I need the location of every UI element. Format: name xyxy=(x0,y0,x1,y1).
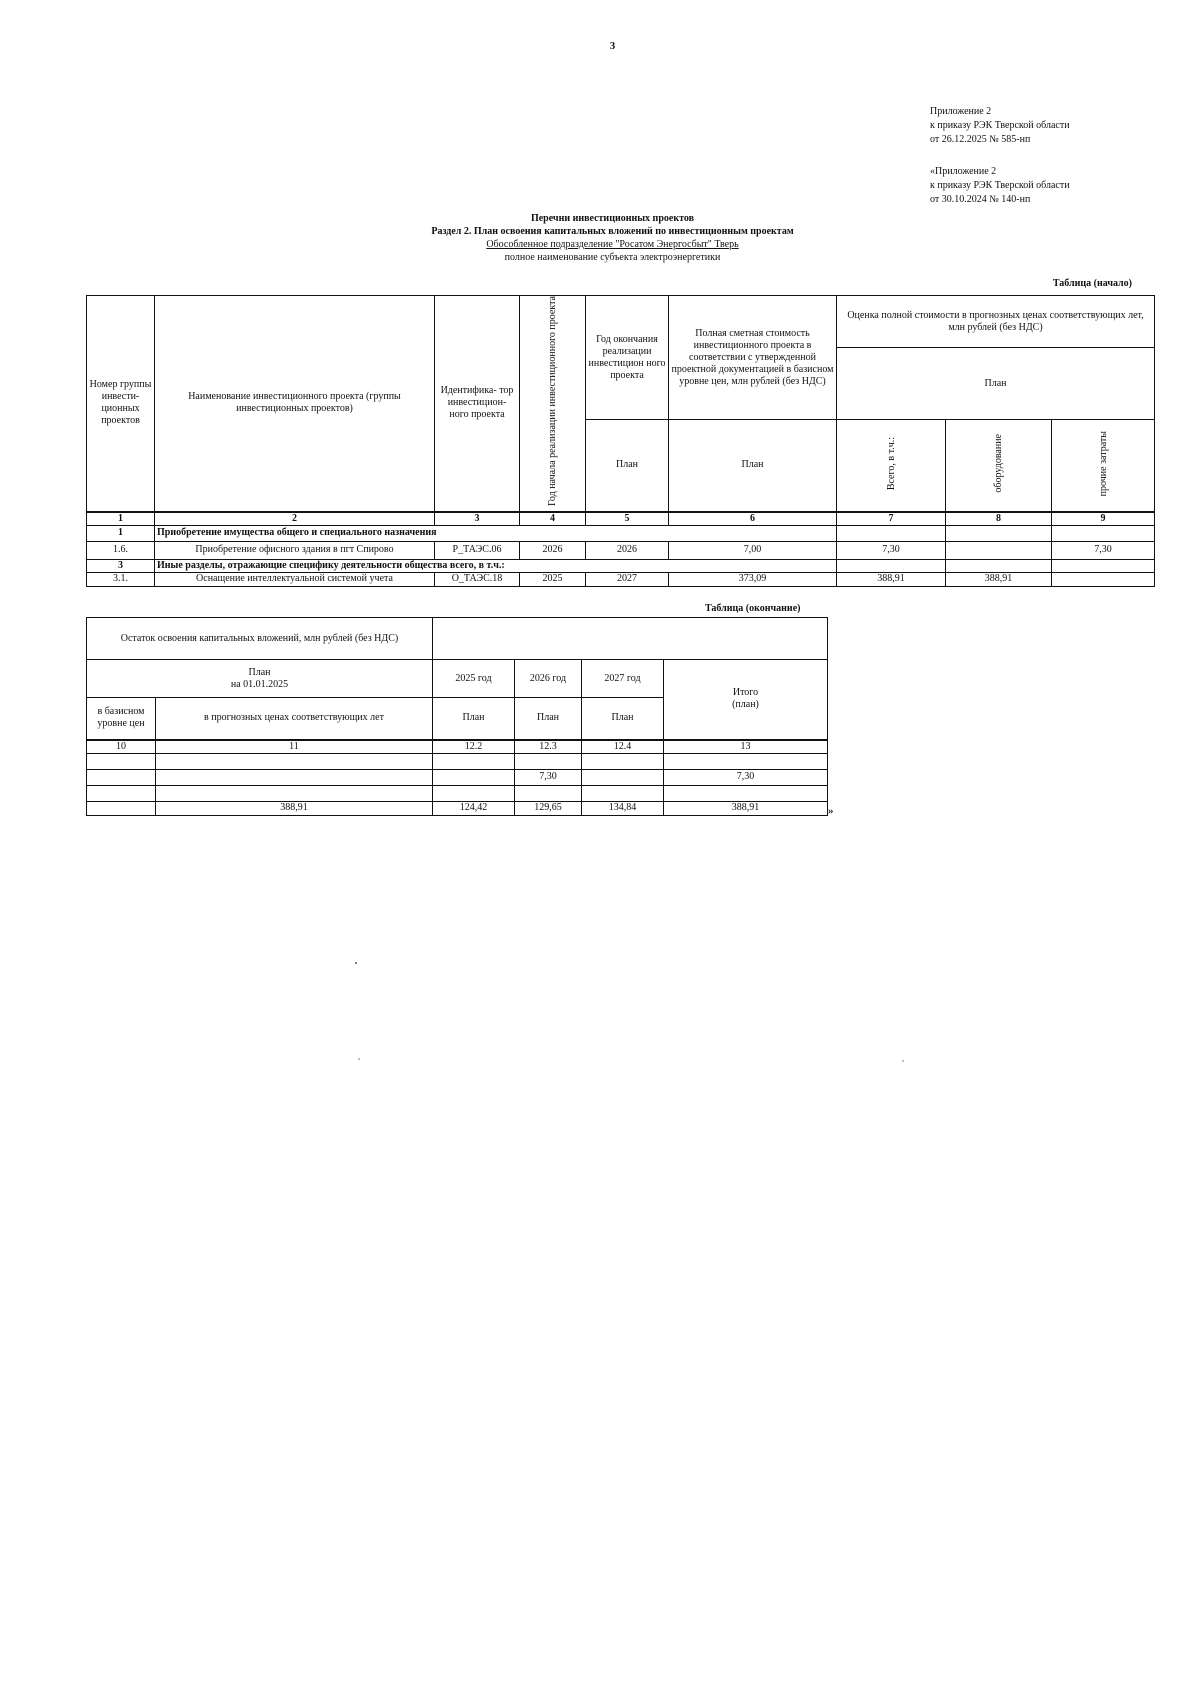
document-title xyxy=(0,212,1200,264)
row-total: 388,91 xyxy=(664,801,828,815)
appendix-line: Приложение 2 xyxy=(930,106,992,117)
section-title: Раздел 2. План освоения капитальных вложений по инвестиционным проектам xyxy=(431,226,794,237)
header-plan-date-line: План xyxy=(248,666,271,678)
row-number: 1.6. xyxy=(87,541,155,559)
row-2027 xyxy=(582,753,664,769)
row-2025 xyxy=(433,769,515,785)
header-plan-col5: План xyxy=(586,420,669,512)
row-total: 7,30 xyxy=(664,769,828,785)
header-2027: 2027 год xyxy=(582,660,664,698)
header-other-costs-text: прочие затраты xyxy=(1097,430,1109,496)
header-plan-date-line: на 01.01.2025 xyxy=(230,678,289,690)
closing-quote: » xyxy=(828,805,834,817)
col-number: 9 xyxy=(1052,512,1155,526)
col-number: 13 xyxy=(664,740,828,754)
header-2025: 2025 год xyxy=(433,660,515,698)
header-project-name: Наименование инвестиционного проекта (группы инвестиционных проектов) xyxy=(155,296,435,512)
row-basic xyxy=(87,801,156,815)
col-number: 11 xyxy=(156,740,433,754)
appendix-line: от 30.10.2024 № 140-нп xyxy=(930,194,1031,205)
appendix-line: от 26.12.2025 № 585-нп xyxy=(930,134,1031,145)
row-estimated-cost: 7,00 xyxy=(669,541,837,559)
row-2027: 134,84 xyxy=(582,801,664,815)
table2-caption: Таблица (окончание) xyxy=(705,603,801,614)
appendix-line: «Приложение 2 xyxy=(930,166,997,177)
row-total xyxy=(664,753,828,769)
col-number: 6 xyxy=(669,512,837,526)
section-row xyxy=(87,559,1155,572)
header-plan-date xyxy=(87,660,433,698)
scan-speck xyxy=(355,962,357,964)
header-plan-2026: План xyxy=(515,698,582,740)
row-total: 7,30 xyxy=(837,541,946,559)
title-line: Перечни инвестиционных проектов xyxy=(530,213,695,224)
header-remainder: Остаток освоения капитальных вложений, млн рублей (без НДС) xyxy=(87,618,433,660)
row-project-name: Приобретение офисного здания в пгт Спирово xyxy=(155,541,435,559)
header-basic-prices: в базисном уровне цен xyxy=(87,698,156,740)
col-number: 2 xyxy=(155,512,435,526)
section-label: Иные разделы, отражающие специфику деятельности общества всего, в т.ч.: xyxy=(155,559,669,572)
row-end-year: 2026 xyxy=(586,541,669,559)
entity-name: Обособленное подразделение "Росатом Энергосбыт" Тверь xyxy=(486,239,739,250)
row-2027 xyxy=(582,769,664,785)
row-forecast: 388,91 xyxy=(156,801,433,815)
row-2026: 129,65 xyxy=(515,801,582,815)
table-row xyxy=(87,753,828,769)
header-equipment xyxy=(946,420,1052,512)
row-start-year: 2026 xyxy=(520,541,586,559)
col-number: 10 xyxy=(87,740,156,754)
header-plan-2027: План xyxy=(582,698,664,740)
header-start-year-text: Год начала реализации инвестиционного проекта xyxy=(547,296,558,507)
row-2025 xyxy=(433,785,515,801)
header-end-year: Год окончания реализации инвестицион ного проекта xyxy=(586,296,669,420)
appendix-line: к приказу РЭК Тверской области xyxy=(930,180,1070,191)
header-estimated-cost: Полная сметная стоимость инвестиционного проекта в соответствии с утвержденной проектной документацией в базисном уровне цен, млн рублей (без НДС) xyxy=(669,296,837,420)
header-empty xyxy=(433,618,828,660)
appendix-line: к приказу РЭК Тверской области xyxy=(930,120,1070,131)
row-identifier: Р_ТАЭС.06 xyxy=(435,541,520,559)
header-total-incl-text: Всего, в т.ч.: xyxy=(885,436,897,490)
header-forecast-prices: в прогнозных ценах соответствующих лет xyxy=(156,698,433,740)
column-numbers-row xyxy=(87,512,1155,526)
row-estimated-cost: 373,09 xyxy=(669,572,837,586)
header-total-line: (план) xyxy=(732,699,759,711)
row-total xyxy=(664,785,828,801)
col-number: 3 xyxy=(435,512,520,526)
appendix-reference-original xyxy=(930,165,1070,207)
row-forecast xyxy=(156,753,433,769)
header-total xyxy=(664,660,828,740)
col-number: 12.4 xyxy=(582,740,664,754)
col-number: 4 xyxy=(520,512,586,526)
row-basic xyxy=(87,753,156,769)
col-number: 5 xyxy=(586,512,669,526)
row-end-year: 2027 xyxy=(586,572,669,586)
table-row xyxy=(87,785,828,801)
section-number: 1 xyxy=(87,525,155,541)
table-row xyxy=(87,541,1155,559)
page-number: 3 xyxy=(609,40,616,52)
entity-caption: полное наименование субъекта электроэнергетики xyxy=(504,252,721,263)
col-number: 12.3 xyxy=(515,740,582,754)
appendix-reference-current xyxy=(930,105,1070,147)
header-group-number: Номер группы инвести- ционных проектов xyxy=(87,296,155,512)
header-equipment-text: оборудование xyxy=(993,433,1004,493)
col-number: 7 xyxy=(837,512,946,526)
scan-speck xyxy=(902,1060,904,1062)
row-forecast xyxy=(156,785,433,801)
column-numbers-row xyxy=(87,740,828,754)
table-row xyxy=(87,801,828,815)
row-project-name: Оснащение интеллектуальной системой учета xyxy=(155,572,435,586)
row-2025 xyxy=(433,753,515,769)
col-number: 8 xyxy=(946,512,1052,526)
row-equipment xyxy=(946,541,1052,559)
col-number: 1 xyxy=(87,512,155,526)
header-total-line: Итого xyxy=(732,687,759,699)
header-2026: 2026 год xyxy=(515,660,582,698)
investment-projects-table xyxy=(86,295,1155,587)
row-other-costs xyxy=(1052,572,1155,586)
header-other-costs xyxy=(1052,420,1155,512)
header-total-incl xyxy=(837,420,946,512)
header-plan: План xyxy=(837,348,1155,420)
header-plan-col6: План xyxy=(669,420,837,512)
header-full-cost: Оценка полной стоимости в прогнозных ценах соответствующих лет, млн рублей (без НДС) xyxy=(837,296,1155,348)
row-2027 xyxy=(582,785,664,801)
header-start-year xyxy=(520,296,586,512)
row-basic xyxy=(87,785,156,801)
table-row xyxy=(87,769,828,785)
row-other-costs: 7,30 xyxy=(1052,541,1155,559)
table-row xyxy=(87,572,1155,586)
section-row xyxy=(87,525,1155,541)
row-forecast xyxy=(156,769,433,785)
row-basic xyxy=(87,769,156,785)
col-number: 12.2 xyxy=(433,740,515,754)
scan-speck xyxy=(358,1058,360,1060)
row-2026 xyxy=(515,753,582,769)
row-2026: 7,30 xyxy=(515,769,582,785)
remaining-investment-table xyxy=(86,617,828,816)
section-label: Приобретение имущества общего и специального назначения xyxy=(155,525,669,541)
row-total: 388,91 xyxy=(837,572,946,586)
header-identifier: Идентифика- тор инвестицион- ного проекта xyxy=(435,296,520,512)
row-2025: 124,42 xyxy=(433,801,515,815)
section-number: 3 xyxy=(87,559,155,572)
table1-caption: Таблица (начало) xyxy=(1052,278,1132,289)
row-equipment: 388,91 xyxy=(946,572,1052,586)
row-number: 3.1. xyxy=(87,572,155,586)
row-2026 xyxy=(515,785,582,801)
row-start-year: 2025 xyxy=(520,572,586,586)
header-plan-2025: План xyxy=(433,698,515,740)
row-identifier: О_ТАЭС.18 xyxy=(435,572,520,586)
